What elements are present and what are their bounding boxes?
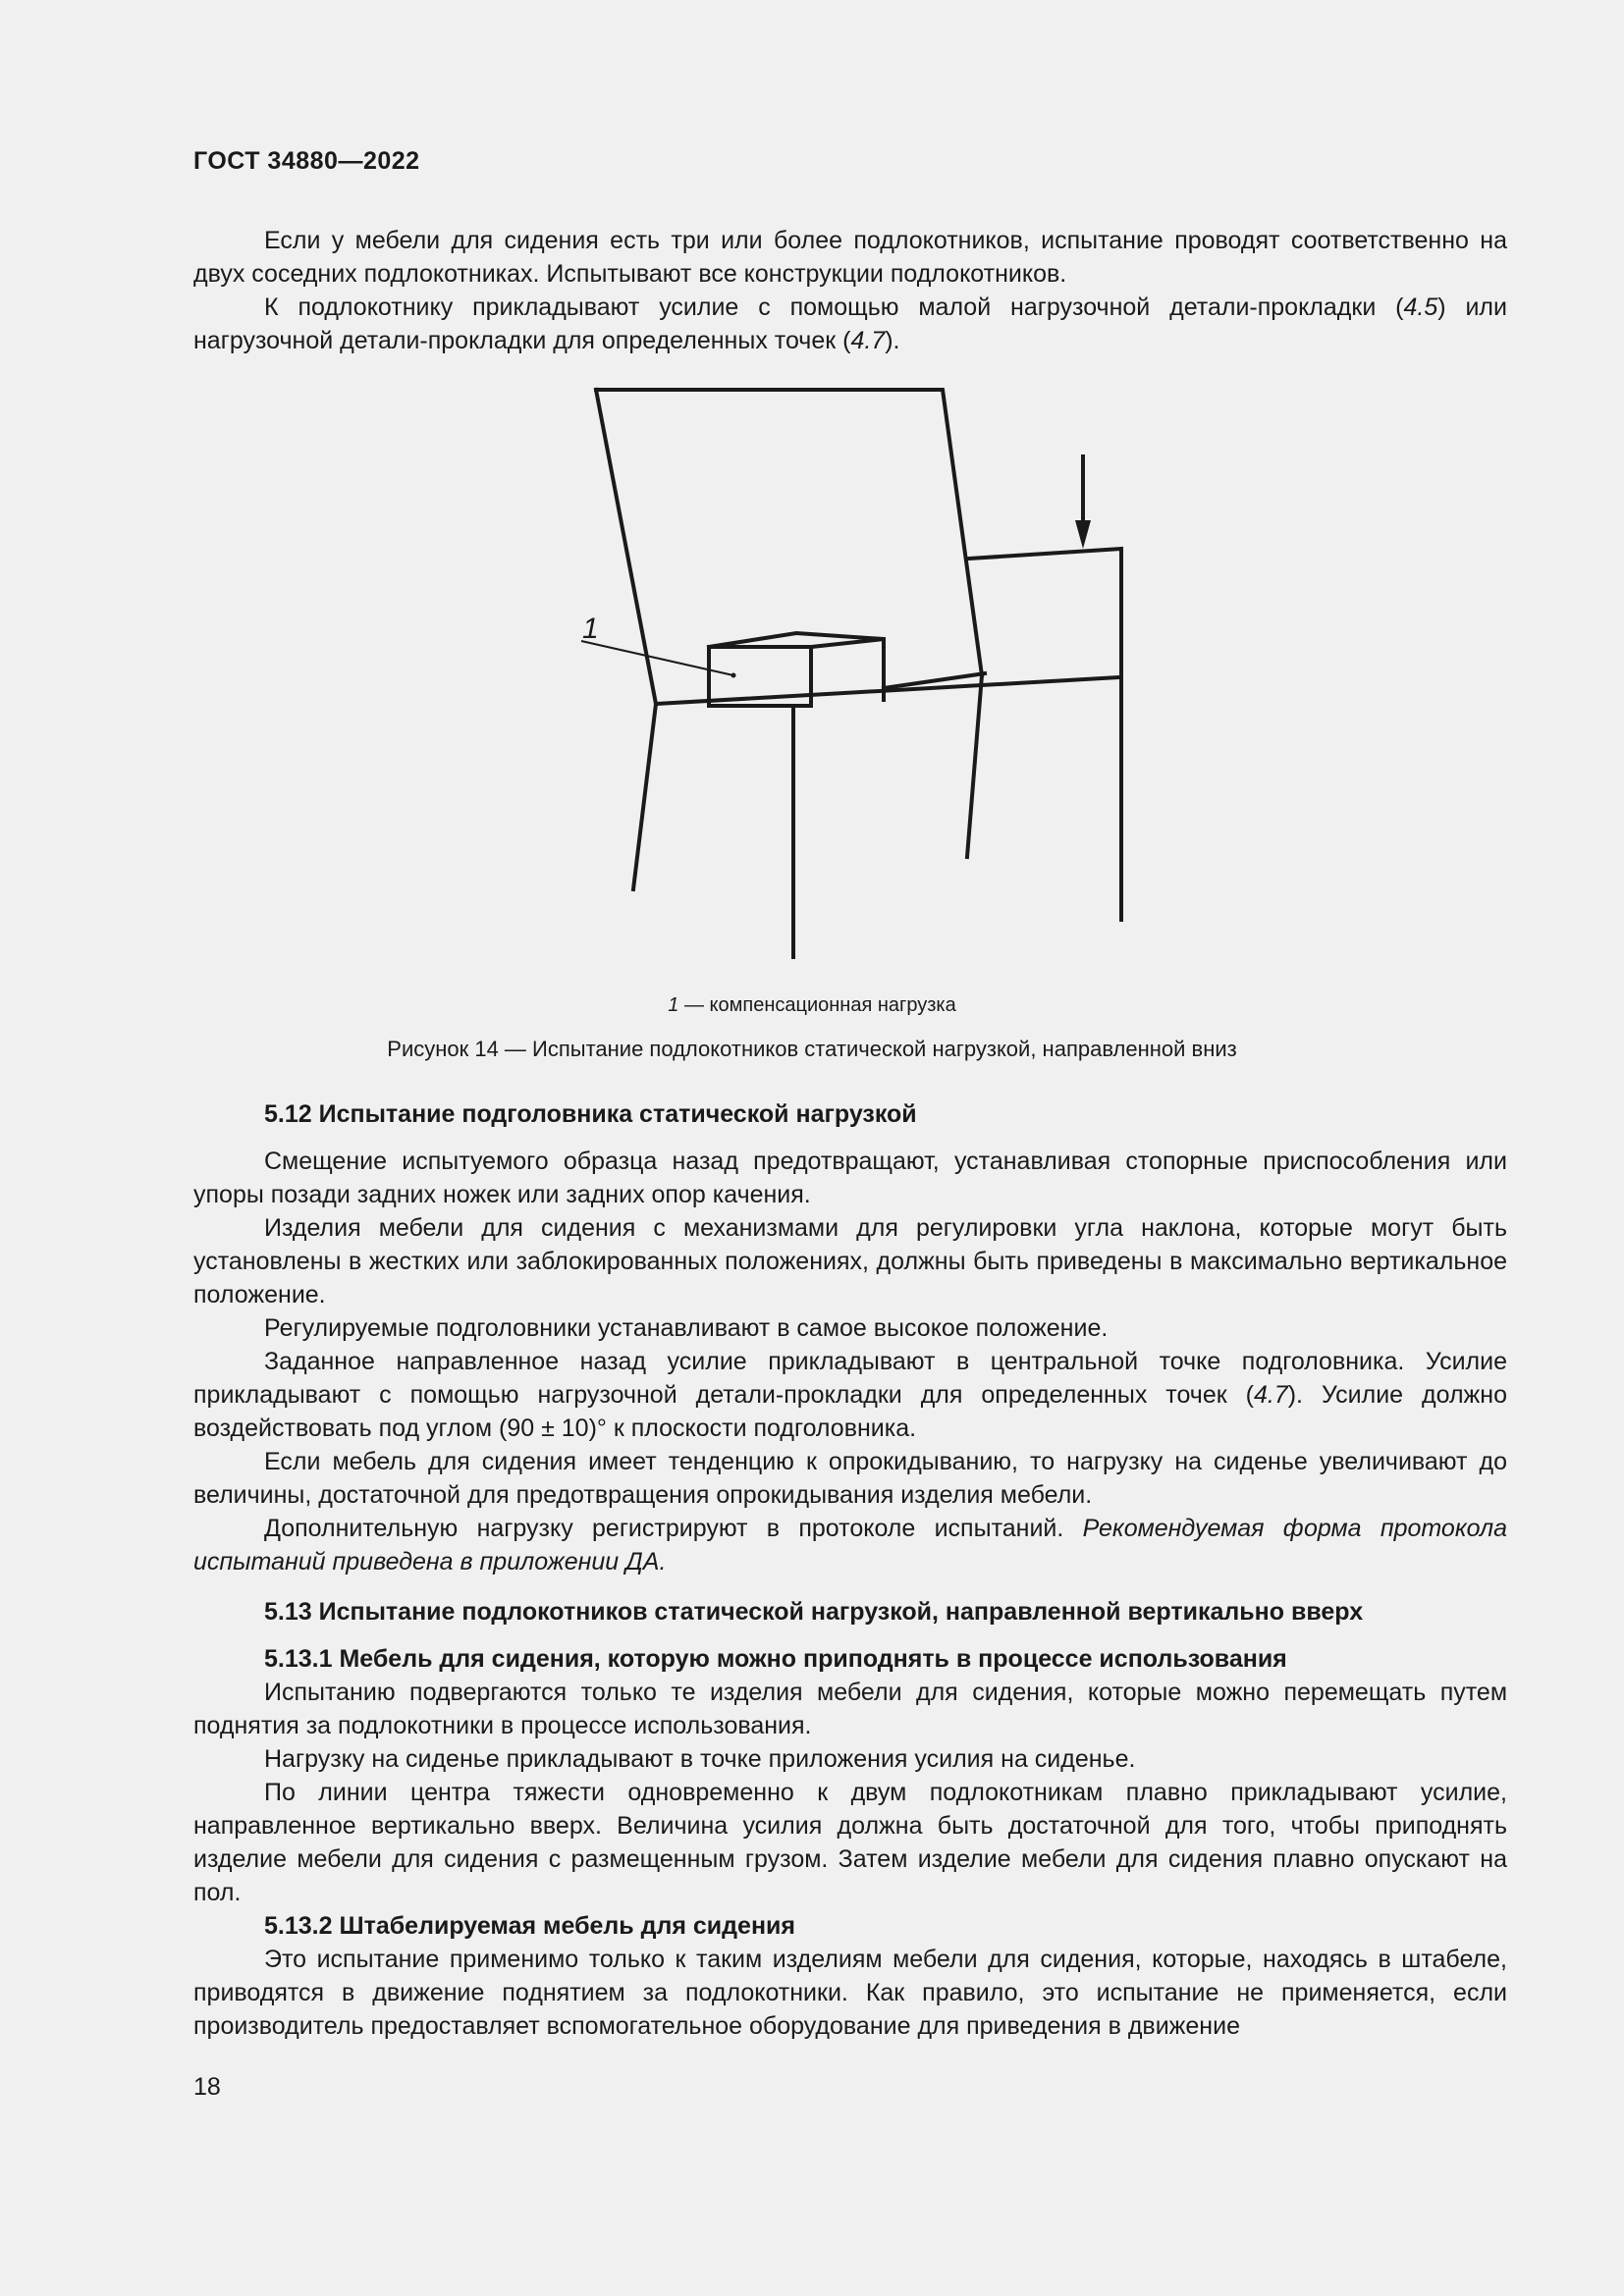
figure-legend: 1 — компенсационная нагрузка	[668, 994, 956, 1016]
document-header: ГОСТ 34880—2022	[193, 147, 420, 175]
section-5-12	[193, 1097, 1507, 1578]
s512-paragraph-2: Изделия мебели для сидения с механизмами для регулировки угла наклона, которые могут быть установлены в жестких или заблокированных положениях, должны быть приведены в максимально вертикальное положение.	[193, 1214, 1507, 1308]
figure-label-1: 1	[582, 613, 599, 645]
heading-5-13-1: 5.13.1 Мебель для сидения, которую можно приподнять в процессе использования	[264, 1645, 1287, 1673]
force-arrow-head	[1075, 520, 1091, 549]
chair-back-leg	[967, 675, 982, 857]
chair-front-left-leg	[633, 704, 656, 889]
heading-5-12: 5.12 Испытание подголовника статической нагрузкой	[264, 1100, 917, 1128]
s512-paragraph-4: Заданное направленное назад усилие прикладывают в центральной точке подголовника. Усилие прикладывают с помощью нагрузочной детали-прокладки для определенных точек (4.7). Усилие должно воздействовать под углом (90 ± 10)° к плоскости подголовника.	[193, 1348, 1507, 1442]
chair-seat-front	[656, 677, 1119, 704]
s512-paragraph-3: Регулируемые подголовники устанавливают в самое высокое положение.	[264, 1314, 1109, 1342]
armrest-test-figure	[560, 378, 1149, 967]
figure-caption: Рисунок 14 — Испытание подлокотников статической нагрузкой, направленной вниз	[387, 1037, 1237, 1061]
s513-paragraph-1: Испытанию подвергаются только те изделия мебели для сидения, которые можно перемещать путем поднятия за подлокотники в процессе использования.	[193, 1679, 1507, 1739]
label-leader-dot	[731, 673, 736, 678]
s512-paragraph-6: Дополнительную нагрузку регистрируют в протоколе испытаний. Рекомендуемая форма протокола испытаний приведена в приложении ДА.	[193, 1515, 1507, 1575]
chair-armrest	[969, 549, 1121, 920]
s513-paragraph-2: Нагрузку на сиденье прикладывают в точке приложения усилия на сиденье.	[264, 1745, 1136, 1773]
heading-5-13-2: 5.13.2 Штабелируемая мебель для сидения	[264, 1912, 796, 1940]
heading-5-13: 5.13 Испытание подлокотников статической нагрузкой, направленной вертикально вверх	[264, 1598, 1364, 1626]
compensation-load-top	[709, 633, 884, 647]
intro-paragraph-1: Если у мебели для сидения есть три или более подлокотников, испытание проводят соответственно на двух соседних подлокотниках. Испытывают все конструкции подлокотников.	[193, 227, 1507, 288]
s513-paragraph-3: По линии центра тяжести одновременно к двум подлокотникам плавно прикладывают усилие, направленное вертикально вверх. Величина усилия должна быть достаточной для того, чтобы приподнять изделие мебели для сидения с размещенным грузом. Затем изделие мебели для сидения плавно опускают на пол.	[193, 1779, 1507, 1906]
page-number: 18	[193, 2073, 221, 2101]
intro-block	[193, 224, 1507, 357]
s512-paragraph-1: Смещение испытуемого образца назад предотвращают, устанавливая стопорные приспособления или упоры позади задних ножек или задних опор качения.	[193, 1148, 1507, 1208]
s512-paragraph-5: Если мебель для сидения имеет тенденцию к опрокидыванию, то нагрузку на сиденье увеличивают до величины, достаточной для предотвращения опрокидывания изделия мебели.	[193, 1448, 1507, 1509]
s513-paragraph-4: Это испытание применимо только к таким изделиям мебели для сидения, которые, находясь в штабеле, приводятся в движение поднятием за подлокотники. Как правило, это испытание не применяется, если производитель предоставляет вспомогательное оборудование для приведения в движение	[193, 1946, 1507, 2040]
section-5-13	[193, 1595, 1507, 2043]
intro-paragraph-2: К подлокотнику прикладывают усилие с помощью малой нагрузочной детали-прокладки (4.5) или нагрузочной детали-прокладки для определенных точек (4.7).	[193, 294, 1507, 354]
